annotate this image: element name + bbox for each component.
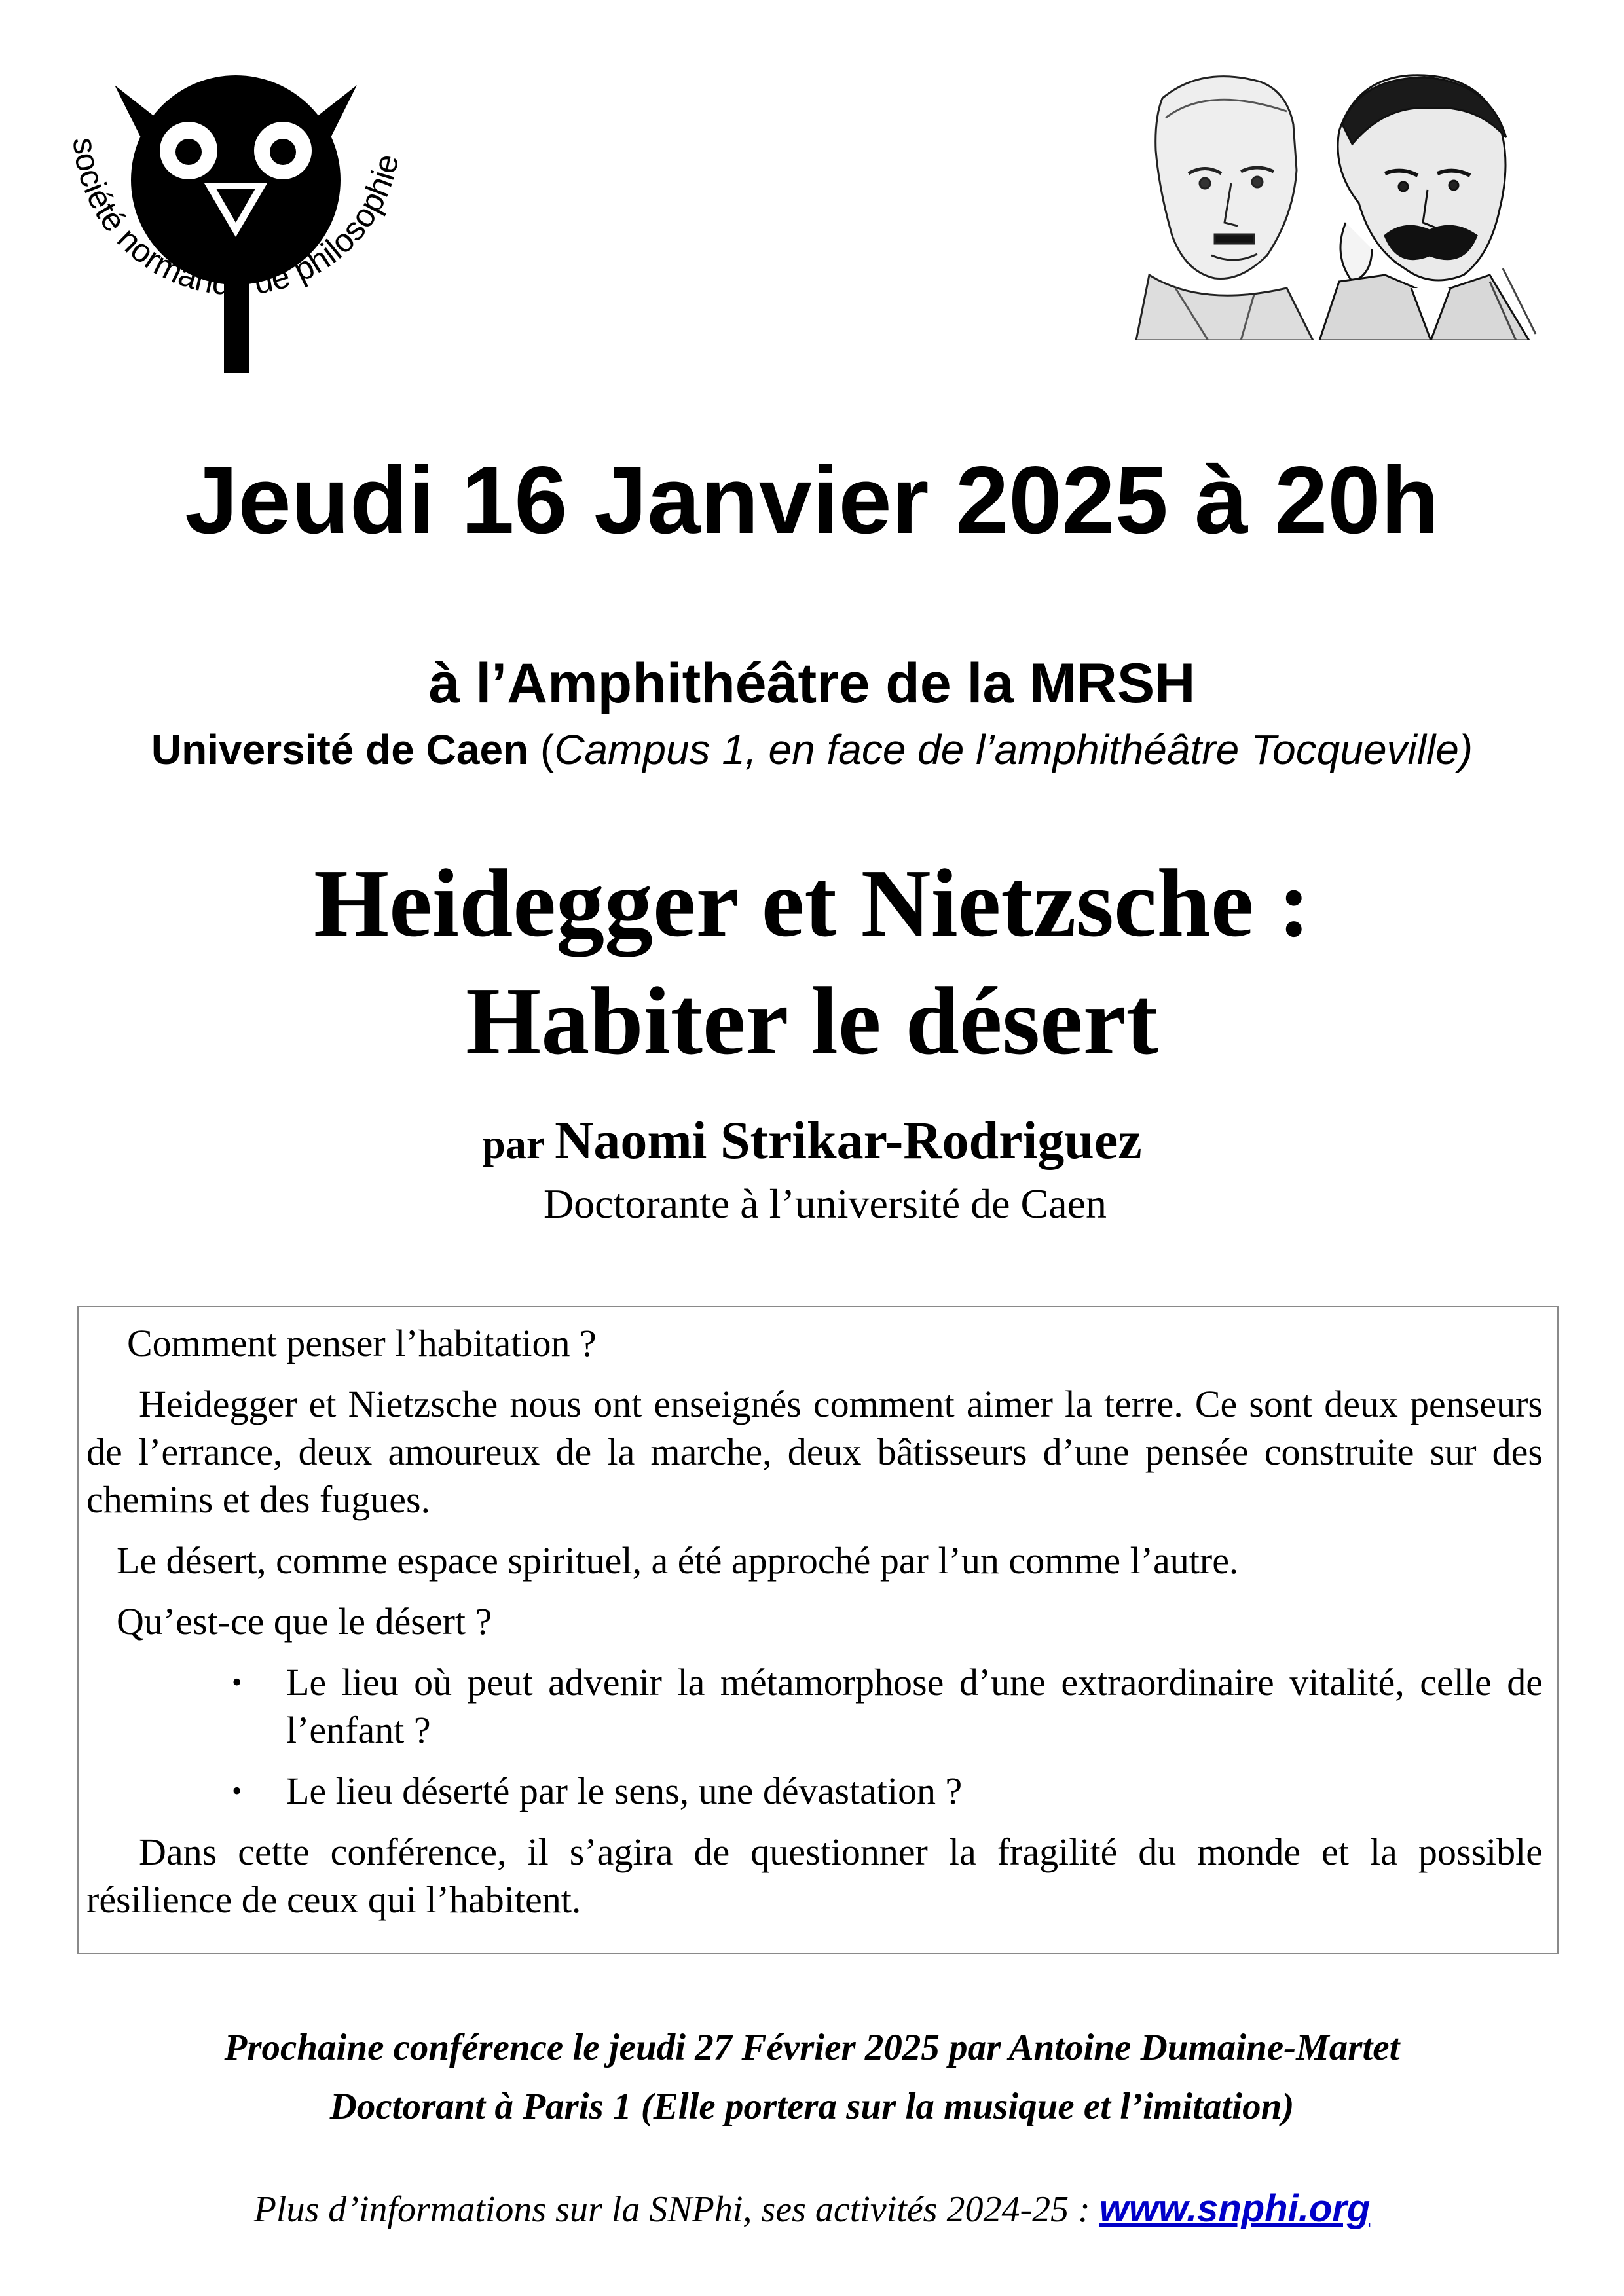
abstract-paragraph-4: Qu’est-ce que le désert ? xyxy=(117,1600,492,1643)
abstract-paragraph-3: Le désert, comme espace spirituel, a été approché par l’un comme l’autre. xyxy=(117,1539,1239,1582)
logo-text: société normande de philosophie xyxy=(65,136,406,302)
next-talk-line-2: Doctorant à Paris 1 (Elle portera sur la musique et l’imitation) xyxy=(329,2086,1295,2127)
next-talk-line-1: Prochaine conférence le jeudi 27 Février 2025 par Antoine Dumaine-Martet xyxy=(224,2027,1400,2068)
bullet-icon: • xyxy=(232,1775,242,1807)
talk-title-line-1: Heidegger et Nietzsche : xyxy=(314,850,1310,957)
bullet-text-1: Le lieu où peut advenir la métamorphose d’une extraordinaire vitalité, celle de l’enfant ? xyxy=(286,1661,1543,1751)
snphi-logo xyxy=(33,65,426,373)
event-location xyxy=(0,725,1624,774)
footer-text: Plus d’informations sur la SNPhi, ses activités 2024-25 : xyxy=(253,2189,1099,2230)
event-venue: à l’Amphithéâtre de la MRSH xyxy=(428,652,1196,715)
abstract-box xyxy=(77,1306,1559,1954)
event-date: Jeudi 16 Janvier 2025 à 20h xyxy=(185,446,1439,553)
abstract-paragraph-1: Comment penser l’habitation ? xyxy=(127,1322,597,1364)
talk-title-line-2: Habiter le désert xyxy=(466,968,1158,1075)
footer xyxy=(0,2187,1624,2231)
location-detail: Campus 1, en face de l’amphithéâtre Tocqueville) xyxy=(554,726,1473,773)
university-name: Université de Caen xyxy=(151,726,529,773)
bullet-text-2: Le lieu déserté par le sens, une dévastation ? xyxy=(286,1770,963,1812)
speaker-role: Doctorante à l’université de Caen xyxy=(543,1180,1107,1227)
list-item xyxy=(86,1658,1543,1754)
speaker xyxy=(0,1110,1624,1171)
portraits-image xyxy=(1123,59,1542,340)
speaker-name: Naomi Strikar-Rodriguez xyxy=(555,1110,1142,1170)
list-item xyxy=(86,1767,1543,1815)
location-open-paren: ( xyxy=(528,726,555,773)
bullet-icon: • xyxy=(232,1666,242,1698)
website-link[interactable]: www.snphi.org xyxy=(1099,2187,1371,2230)
abstract-paragraph-2: Heidegger et Nietzsche nous ont enseignés comment aimer la terre. Ce sont deux penseurs de l’errance, deux amoureux de la marche, deux bâtisseurs d’une pensée construite sur des chemins et des fugues. xyxy=(86,1383,1543,1521)
speaker-prefix: par xyxy=(482,1121,555,1167)
abstract-paragraph-5: Dans cette conférence, il s’agira de questionner la fragilité du monde et la possible résilience de ceux qui l’habitent. xyxy=(86,1831,1543,1921)
abstract-bullet-list xyxy=(86,1658,1543,1815)
